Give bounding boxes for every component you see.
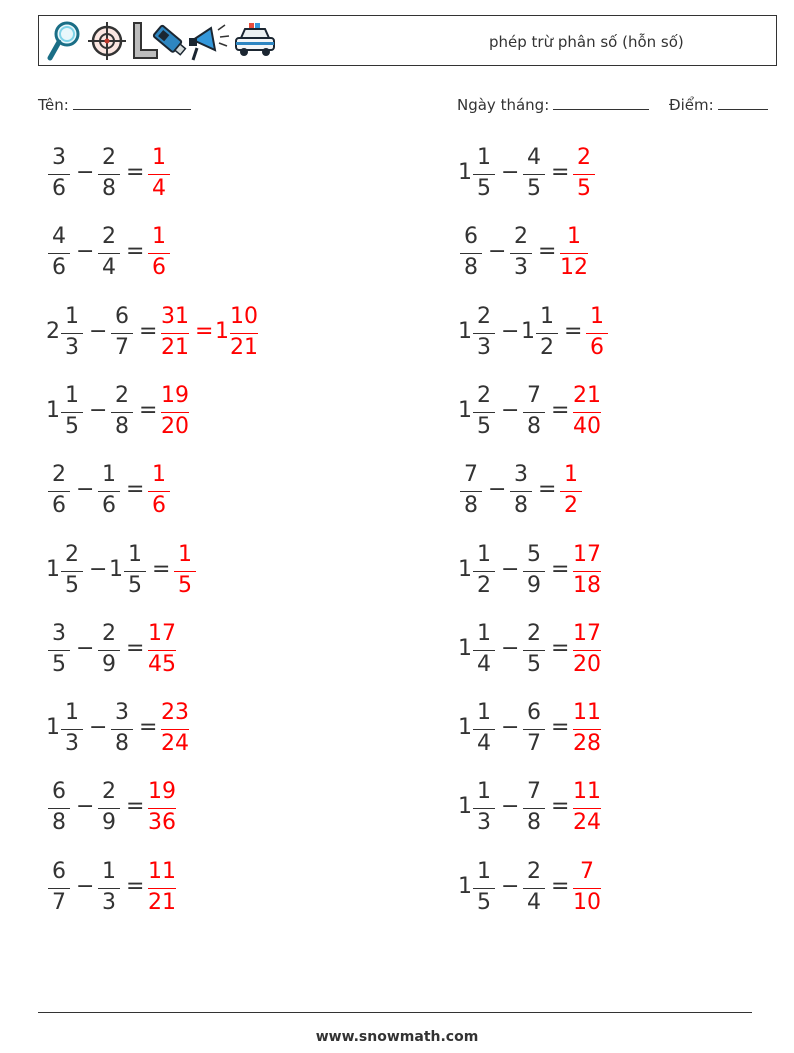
- minus-operator: −: [76, 239, 95, 264]
- numerator: 7: [527, 383, 541, 408]
- whole-number: 1: [458, 398, 472, 423]
- answer-denominator: 10: [573, 890, 601, 915]
- denominator: 8: [514, 493, 528, 518]
- answer-denominator: 20: [161, 414, 189, 439]
- minus-operator: −: [89, 319, 108, 344]
- fraction-bar: [573, 888, 601, 889]
- denominator: 6: [102, 493, 116, 518]
- answer-denominator: 2: [564, 493, 578, 518]
- fraction-bar: [48, 650, 70, 651]
- numerator: 1: [477, 621, 491, 646]
- denominator: 8: [527, 810, 541, 835]
- fraction-bar: [560, 253, 588, 254]
- answer-numerator: 7: [580, 859, 594, 884]
- equals-sign: =: [126, 794, 145, 819]
- numerator: 5: [527, 542, 541, 567]
- answer-denominator: 28: [573, 731, 601, 756]
- minus-operator: −: [501, 874, 520, 899]
- numerator: 2: [102, 224, 116, 249]
- numerator: 2: [527, 859, 541, 884]
- problem-item: [458, 462, 588, 522]
- footer-website: www.snowmath.com: [315, 1029, 479, 1045]
- equals-sign: =: [551, 557, 570, 582]
- fraction-bar: [98, 174, 120, 175]
- fraction-bar: [124, 571, 146, 572]
- fraction-bar: [48, 491, 70, 492]
- fraction-bar: [586, 333, 608, 334]
- denominator: 5: [477, 176, 491, 201]
- problem-item: [46, 779, 182, 839]
- denominator: 5: [477, 414, 491, 439]
- fraction-bar: [573, 174, 595, 175]
- answer-denominator: 24: [573, 810, 601, 835]
- numerator: 2: [477, 383, 491, 408]
- answer-numerator: 17: [573, 542, 601, 567]
- problem-item: [458, 542, 607, 602]
- numerator: 7: [464, 462, 478, 487]
- denominator: 9: [527, 573, 541, 598]
- problem-item: [46, 859, 182, 919]
- numerator: 1: [477, 859, 491, 884]
- denominator: 4: [477, 731, 491, 756]
- police-car-icon: [233, 20, 277, 62]
- fraction-bar: [510, 491, 532, 492]
- answer-numerator: 19: [161, 383, 189, 408]
- name-field: [38, 95, 191, 114]
- minus-operator: −: [76, 794, 95, 819]
- name-label: Tên:: [38, 96, 69, 114]
- answer-denominator: 5: [178, 573, 192, 598]
- equals-sign: =: [551, 636, 570, 661]
- equals-sign: =: [126, 874, 145, 899]
- answer-denominator: 18: [573, 573, 601, 598]
- numerator: 1: [65, 304, 79, 329]
- answer-numerator: 2: [577, 145, 591, 170]
- answer-numerator: 1: [178, 542, 192, 567]
- answer-numerator: 1: [564, 462, 578, 487]
- denominator: 8: [464, 255, 478, 280]
- denominator: 8: [464, 493, 478, 518]
- minus-operator: −: [76, 874, 95, 899]
- whole-number: 1: [458, 636, 472, 661]
- numerator: 6: [52, 779, 66, 804]
- fraction-bar: [230, 333, 258, 334]
- problem-item: [46, 145, 176, 205]
- fraction-bar: [48, 808, 70, 809]
- denominator: 7: [115, 335, 129, 360]
- fraction-bar: [61, 729, 83, 730]
- answer-denominator: 20: [573, 652, 601, 677]
- minus-operator: −: [501, 794, 520, 819]
- fraction-bar: [573, 650, 601, 651]
- score-field: [669, 95, 768, 114]
- numerator: 2: [65, 542, 79, 567]
- answer-numerator: 11: [573, 779, 601, 804]
- fraction-bar: [61, 412, 83, 413]
- answer-denominator: 12: [560, 255, 588, 280]
- numerator: 2: [527, 621, 541, 646]
- minus-operator: −: [501, 557, 520, 582]
- problem-item: [458, 304, 614, 364]
- fraction-bar: [523, 571, 545, 572]
- answer-denominator: 6: [590, 335, 604, 360]
- numerator: 2: [477, 304, 491, 329]
- equals-sign: =: [139, 398, 158, 423]
- problem-item: [458, 145, 601, 205]
- numerator: 1: [102, 859, 116, 884]
- fraction-bar: [523, 174, 545, 175]
- whole-number: 1: [458, 874, 472, 899]
- answer-denominator: 6: [152, 255, 166, 280]
- denominator: 4: [102, 255, 116, 280]
- numerator: 2: [102, 779, 116, 804]
- numerator: 1: [477, 542, 491, 567]
- denominator: 3: [477, 810, 491, 835]
- fraction-bar: [473, 808, 495, 809]
- whole-number: 1: [458, 160, 472, 185]
- usb-drive-icon: [147, 20, 187, 62]
- fraction-bar: [523, 650, 545, 651]
- equals-sign: =: [139, 715, 158, 740]
- denominator: 7: [527, 731, 541, 756]
- answer-numerator: 1: [590, 304, 604, 329]
- fraction-bar: [523, 808, 545, 809]
- answer-numerator: 17: [148, 621, 176, 646]
- numerator: 2: [102, 145, 116, 170]
- fraction-bar: [148, 888, 176, 889]
- answer-numerator: 19: [148, 779, 176, 804]
- denominator: 8: [115, 731, 129, 756]
- answer-denominator: 21: [230, 335, 258, 360]
- answer-denominator: 6: [152, 493, 166, 518]
- answer-numerator: 23: [161, 700, 189, 725]
- answer-numerator: 21: [573, 383, 601, 408]
- score-label: Điểm:: [669, 96, 714, 114]
- numerator: 1: [65, 383, 79, 408]
- problem-item: [46, 542, 202, 602]
- problem-item: [458, 700, 607, 760]
- answer-denominator: 21: [148, 890, 176, 915]
- fraction-bar: [48, 888, 70, 889]
- fraction-bar: [473, 571, 495, 572]
- answer-numerator: 1: [567, 224, 581, 249]
- fraction-bar: [460, 491, 482, 492]
- denominator: 9: [102, 810, 116, 835]
- minus-operator: −: [89, 715, 108, 740]
- problem-item: [46, 383, 195, 443]
- answer-denominator: 21: [161, 335, 189, 360]
- minus-operator: −: [501, 636, 520, 661]
- fraction-bar: [573, 571, 601, 572]
- whole-number: 1: [46, 398, 60, 423]
- denominator: 4: [477, 652, 491, 677]
- problem-item: [458, 621, 607, 681]
- minus-operator: −: [76, 477, 95, 502]
- denominator: 4: [527, 890, 541, 915]
- fraction-bar: [473, 174, 495, 175]
- numerator: 1: [128, 542, 142, 567]
- problem-item: [46, 621, 182, 681]
- numerator: 3: [52, 621, 66, 646]
- date-field: [457, 95, 649, 114]
- crosshair-icon: [87, 20, 127, 62]
- denominator: 6: [52, 255, 66, 280]
- fraction-bar: [98, 888, 120, 889]
- numerator: 6: [527, 700, 541, 725]
- footer-divider: [38, 1012, 752, 1013]
- equals-sign: =: [152, 557, 171, 582]
- numerator: 3: [514, 462, 528, 487]
- fraction-bar: [510, 253, 532, 254]
- equals-sign: =: [126, 160, 145, 185]
- answer-denominator: 5: [577, 176, 591, 201]
- equals-sign: =: [551, 715, 570, 740]
- numerator: 1: [477, 700, 491, 725]
- fraction-bar: [98, 253, 120, 254]
- fraction-bar: [460, 253, 482, 254]
- numerator: 2: [514, 224, 528, 249]
- problem-item: [458, 224, 594, 284]
- answer-numerator: 31: [161, 304, 189, 329]
- minus-operator: −: [76, 636, 95, 661]
- numerator: 6: [115, 304, 129, 329]
- whole-number: 1: [458, 319, 472, 344]
- whole-number: 1: [109, 557, 123, 582]
- equals-sign: =: [538, 239, 557, 264]
- answer-denominator: 40: [573, 414, 601, 439]
- equals-sign: =: [126, 477, 145, 502]
- fraction-bar: [523, 888, 545, 889]
- whole-number: 1: [46, 557, 60, 582]
- fraction-bar: [473, 412, 495, 413]
- answer-numerator: 1: [152, 224, 166, 249]
- problem-item: [46, 304, 260, 364]
- problem-item: [458, 383, 607, 443]
- equals-sign: =: [538, 477, 557, 502]
- denominator: 5: [527, 652, 541, 677]
- fraction-bar: [573, 808, 601, 809]
- date-label: Ngày tháng:: [457, 96, 550, 114]
- answer-numerator: 17: [573, 621, 601, 646]
- denominator: 3: [477, 335, 491, 360]
- equals-sign: =: [126, 239, 145, 264]
- whole-number: 1: [46, 715, 60, 740]
- denominator: 8: [527, 414, 541, 439]
- denominator: 5: [128, 573, 142, 598]
- minus-operator: −: [501, 715, 520, 740]
- fraction-bar: [473, 888, 495, 889]
- fraction-bar: [473, 729, 495, 730]
- problem-item: [458, 859, 607, 919]
- problem-item: [46, 224, 176, 284]
- fraction-bar: [161, 412, 189, 413]
- problem-item: [46, 462, 176, 522]
- answer-numerator: 11: [573, 700, 601, 725]
- denominator: 5: [52, 652, 66, 677]
- equals-sign: =: [564, 319, 583, 344]
- answer-denominator: 36: [148, 810, 176, 835]
- fraction-bar: [98, 491, 120, 492]
- whole-number: 1: [521, 319, 535, 344]
- denominator: 5: [527, 176, 541, 201]
- equals-sign: =: [126, 636, 145, 661]
- fraction-bar: [148, 253, 170, 254]
- numerator: 4: [52, 224, 66, 249]
- fraction-bar: [536, 333, 558, 334]
- worksheet-header: [38, 15, 777, 66]
- denominator: 6: [52, 176, 66, 201]
- fraction-bar: [48, 174, 70, 175]
- equals-sign: =: [551, 874, 570, 899]
- fraction-bar: [523, 412, 545, 413]
- answer-denominator: 45: [148, 652, 176, 677]
- whole-number: 1: [458, 557, 472, 582]
- equals-sign: =: [139, 319, 158, 344]
- minus-operator: −: [501, 319, 520, 344]
- score-blank[interactable]: [718, 95, 768, 110]
- answer-denominator: 24: [161, 731, 189, 756]
- numerator: 1: [102, 462, 116, 487]
- numerator: 6: [464, 224, 478, 249]
- numerator: 2: [102, 621, 116, 646]
- minus-operator: −: [89, 557, 108, 582]
- denominator: 9: [102, 652, 116, 677]
- fraction-bar: [473, 333, 495, 334]
- denominator: 3: [102, 890, 116, 915]
- numerator: 1: [540, 304, 554, 329]
- denominator: 5: [65, 573, 79, 598]
- numerator: 3: [115, 700, 129, 725]
- denominator: 3: [514, 255, 528, 280]
- denominator: 6: [52, 493, 66, 518]
- denominator: 5: [65, 414, 79, 439]
- denominator: 2: [477, 573, 491, 598]
- numerator: 2: [115, 383, 129, 408]
- date-blank[interactable]: [553, 95, 649, 110]
- fraction-bar: [161, 333, 189, 334]
- fraction-bar: [61, 333, 83, 334]
- fraction-bar: [573, 412, 601, 413]
- minus-operator: −: [501, 398, 520, 423]
- denominator: 8: [102, 176, 116, 201]
- minus-operator: −: [488, 477, 507, 502]
- fraction-bar: [523, 729, 545, 730]
- answer-numerator: 11: [148, 859, 176, 884]
- numerator: 1: [477, 145, 491, 170]
- answer-denominator: 4: [152, 176, 166, 201]
- denominator: 3: [65, 335, 79, 360]
- answer-whole-number: 1: [215, 319, 229, 344]
- worksheet-title: phép trừ phân số (hỗn số): [489, 33, 684, 51]
- whole-number: 1: [458, 794, 472, 819]
- answer-numerator: 1: [152, 145, 166, 170]
- fraction-bar: [161, 729, 189, 730]
- denominator: 7: [52, 890, 66, 915]
- name-blank[interactable]: [73, 95, 191, 110]
- fraction-bar: [111, 333, 133, 334]
- fraction-bar: [573, 729, 601, 730]
- denominator: 8: [115, 414, 129, 439]
- numerator: 2: [52, 462, 66, 487]
- fraction-bar: [61, 571, 83, 572]
- equals-sign: =: [551, 794, 570, 819]
- fraction-bar: [111, 729, 133, 730]
- magnifier-icon: [47, 20, 83, 62]
- numerator: 1: [65, 700, 79, 725]
- equals-sign: =: [551, 398, 570, 423]
- fraction-bar: [98, 650, 120, 651]
- fraction-bar: [148, 491, 170, 492]
- fraction-bar: [473, 650, 495, 651]
- equals-sign: =: [551, 160, 570, 185]
- megaphone-icon: [187, 20, 231, 62]
- denominator: 3: [65, 731, 79, 756]
- answer-numerator: 1: [152, 462, 166, 487]
- fraction-bar: [48, 253, 70, 254]
- answer-numerator: 10: [230, 304, 258, 329]
- minus-operator: −: [501, 160, 520, 185]
- numerator: 7: [527, 779, 541, 804]
- minus-operator: −: [76, 160, 95, 185]
- whole-number: 2: [46, 319, 60, 344]
- equals-sign: =: [195, 319, 214, 344]
- minus-operator: −: [89, 398, 108, 423]
- fraction-bar: [148, 650, 176, 651]
- minus-operator: −: [488, 239, 507, 264]
- fraction-bar: [98, 808, 120, 809]
- whole-number: 1: [458, 715, 472, 740]
- fraction-bar: [148, 174, 170, 175]
- denominator: 8: [52, 810, 66, 835]
- fraction-bar: [560, 491, 582, 492]
- numerator: 6: [52, 859, 66, 884]
- fraction-bar: [111, 412, 133, 413]
- fraction-bar: [148, 808, 176, 809]
- fraction-bar: [174, 571, 196, 572]
- numerator: 3: [52, 145, 66, 170]
- denominator: 5: [477, 890, 491, 915]
- numerator: 4: [527, 145, 541, 170]
- problem-item: [46, 700, 195, 760]
- numerator: 1: [477, 779, 491, 804]
- denominator: 2: [540, 335, 554, 360]
- problem-item: [458, 779, 607, 839]
